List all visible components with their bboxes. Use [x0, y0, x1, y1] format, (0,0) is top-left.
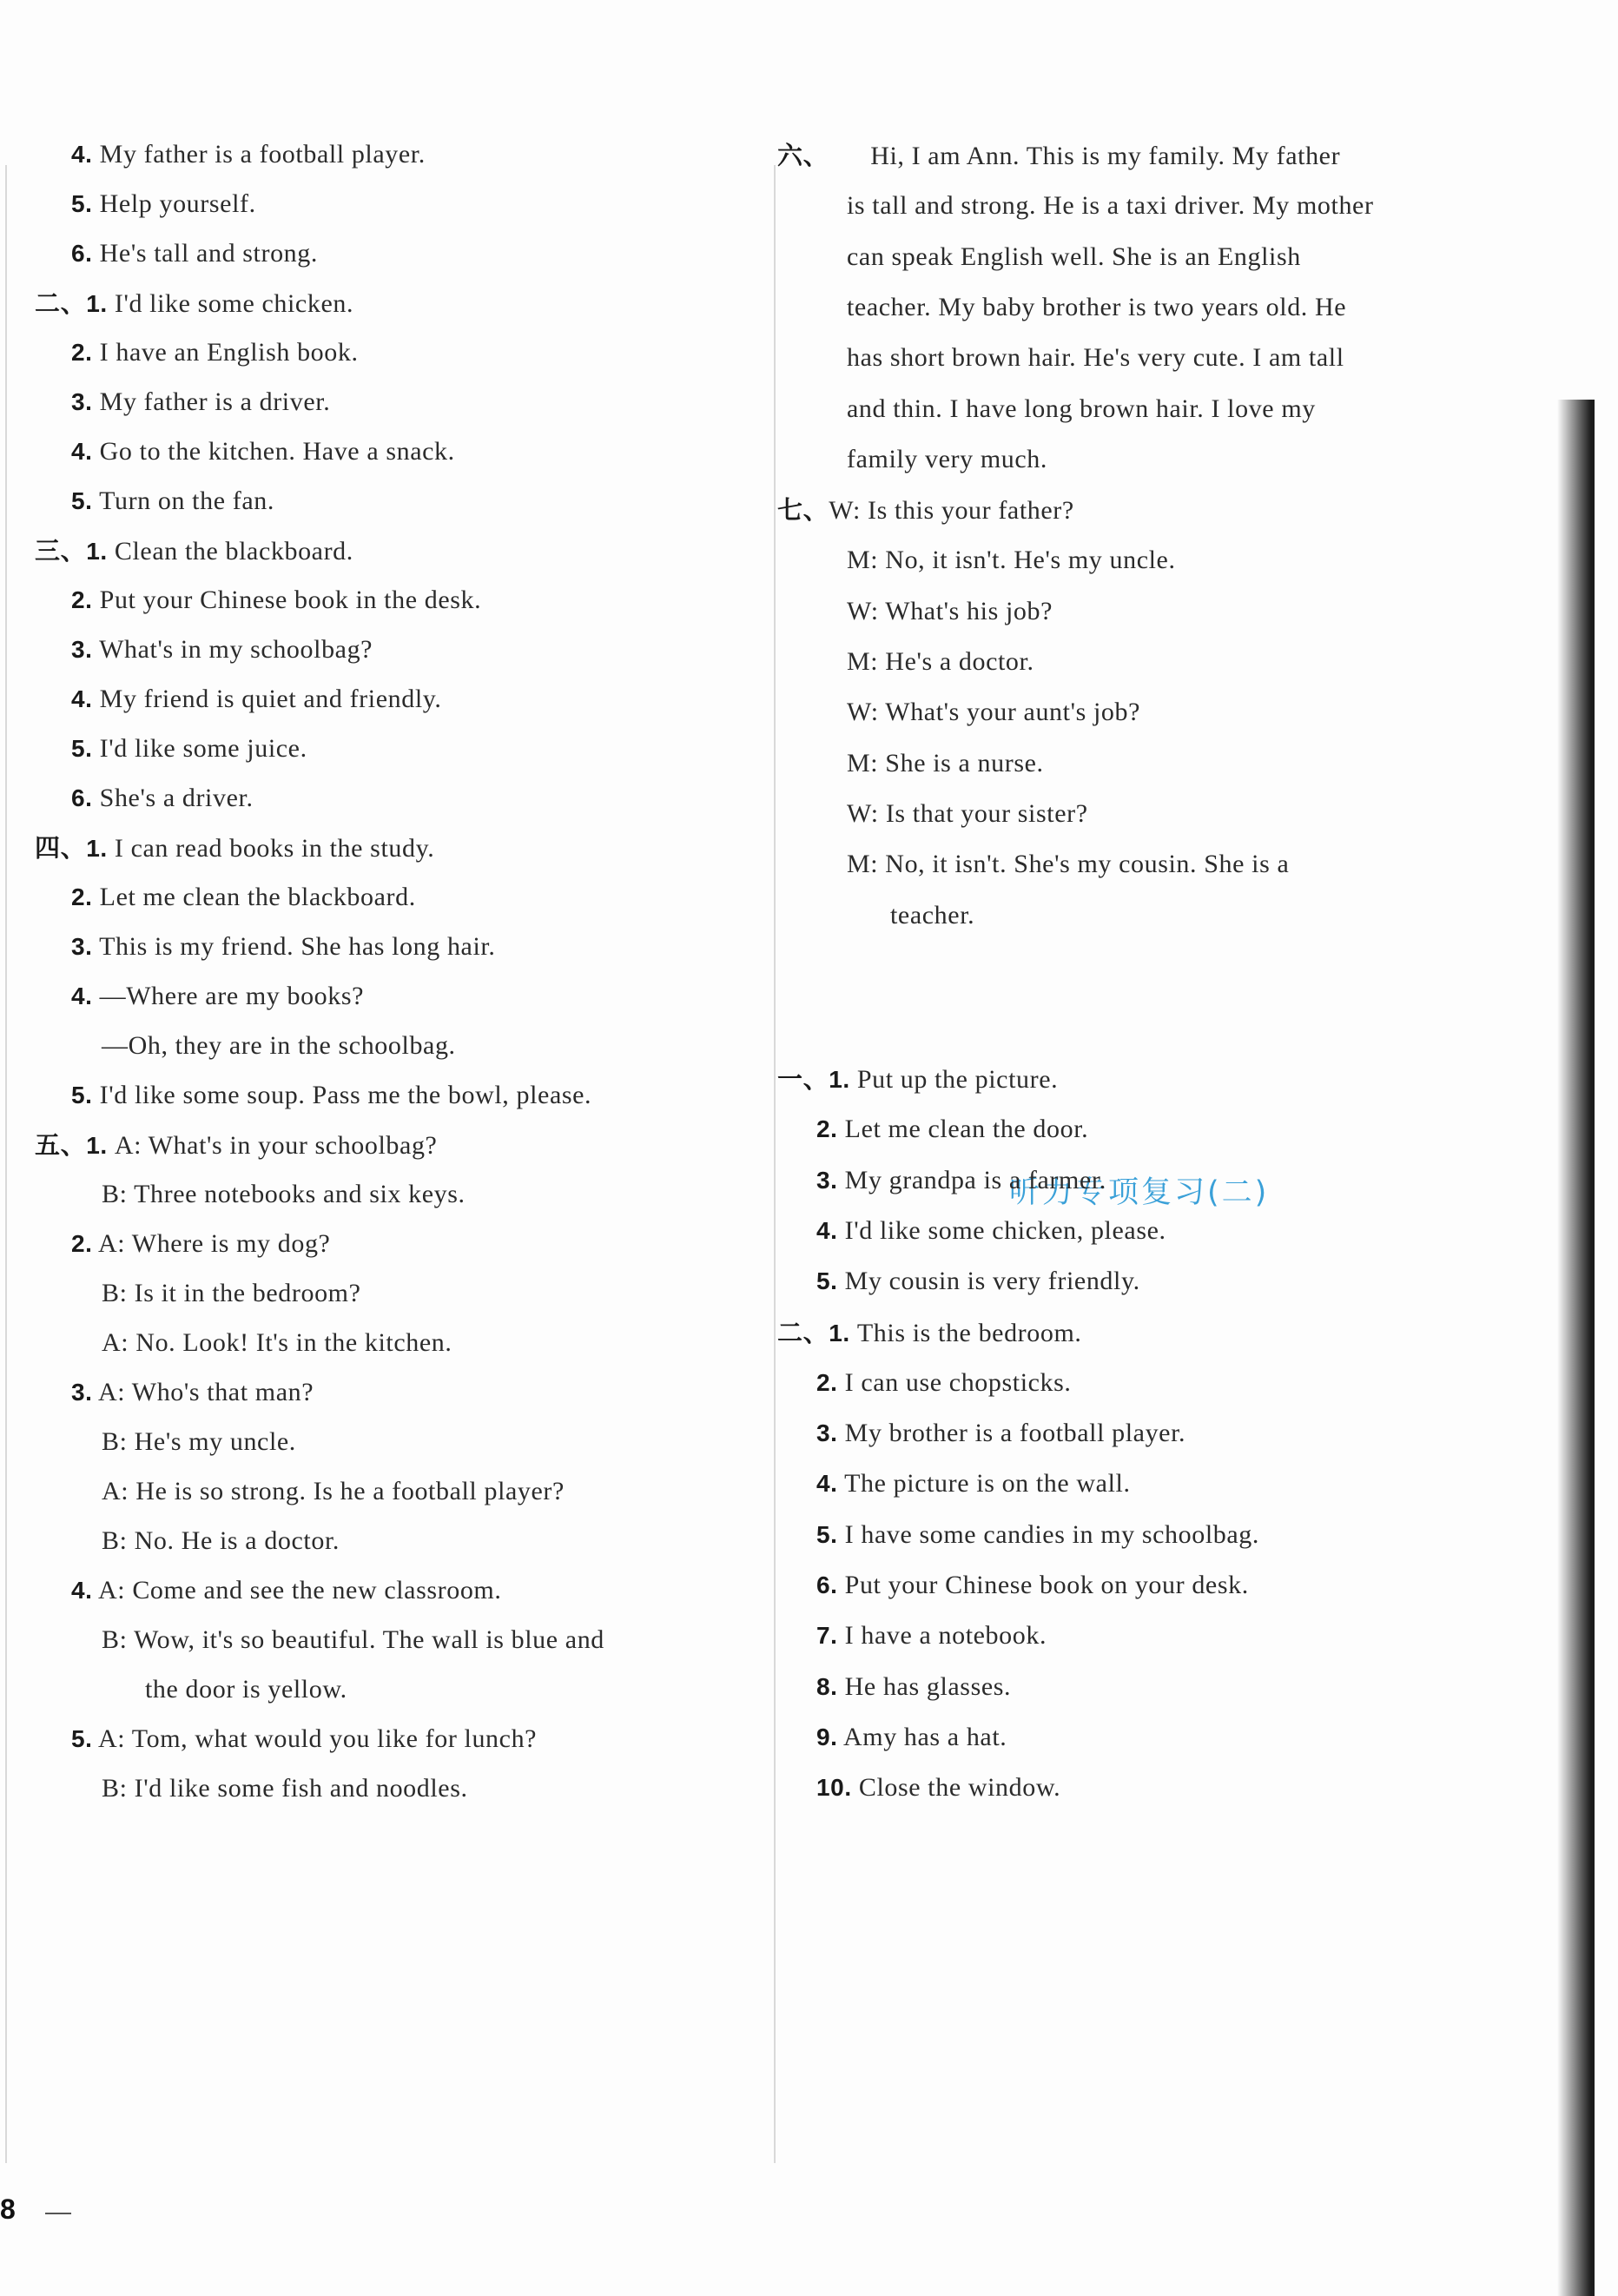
answer-text: I can read books in the study.	[114, 834, 435, 863]
answer-text: W: Is that your sister?	[847, 798, 1088, 828]
item-number: 4.	[71, 1577, 93, 1604]
answer-text: W: What's his job?	[847, 596, 1053, 625]
item-number: 10.	[816, 1774, 852, 1802]
item-number: 3.	[816, 1166, 838, 1194]
answer-line	[102, 1514, 340, 1568]
answer-line	[816, 1102, 1088, 1156]
answer-line	[847, 837, 1290, 891]
answer-text: My father is a football player.	[99, 140, 426, 169]
answer-line	[890, 889, 974, 943]
answer-line	[816, 1154, 1106, 1208]
item-number: 8.	[816, 1672, 838, 1700]
answer-line	[847, 533, 1176, 587]
section-number: 三、	[35, 536, 87, 566]
item-number: 5.	[71, 735, 93, 762]
answer-line	[847, 635, 1034, 689]
answer-line	[71, 177, 256, 231]
answer-text: B: Is it in the bedroom?	[102, 1279, 361, 1307]
answer-line	[102, 1267, 361, 1320]
answer-text: B: He's my uncle.	[102, 1427, 296, 1456]
answer-line	[71, 128, 426, 182]
answer-text: I can use chopsticks.	[844, 1367, 1072, 1397]
answer-line	[71, 375, 330, 429]
answer-text: Let me clean the blackboard.	[99, 883, 416, 911]
answer-text: B: I'd like some fish and noodles.	[102, 1774, 468, 1803]
item-number: 5.	[816, 1520, 838, 1548]
item-number: 5.	[71, 1725, 93, 1752]
answer-line	[816, 1508, 1259, 1562]
answer-text: My grandpa is a farmer.	[844, 1165, 1106, 1194]
answer-text: —Oh, they are in the schoolbag.	[102, 1031, 456, 1060]
answer-line	[847, 281, 1347, 334]
answer-text: I have some candies in my schoolbag.	[844, 1519, 1259, 1549]
answer-line	[102, 1316, 452, 1370]
item-number: 2.	[71, 1230, 93, 1257]
answer-text: Let me clean the door.	[844, 1115, 1089, 1144]
answer-text: B: No. He is a doctor.	[102, 1526, 340, 1555]
section-number: 一、	[777, 1064, 829, 1094]
answer-text: can speak English well. She is an English	[847, 242, 1301, 271]
answer-line	[71, 425, 455, 479]
item-number: 6.	[816, 1571, 838, 1598]
section-number: 二、	[777, 1317, 829, 1347]
answer-line	[71, 672, 442, 726]
answer-line	[71, 573, 481, 627]
answer-line	[71, 1564, 501, 1618]
answer-line	[71, 771, 254, 825]
left-margin-rule	[5, 165, 7, 2163]
answer-text: I have an English book.	[99, 338, 359, 367]
answer-line	[816, 1761, 1060, 1815]
item-number: 2.	[816, 1115, 838, 1143]
answer-line	[71, 870, 416, 924]
answer-line	[816, 1710, 1007, 1764]
answer-text: the door is yellow.	[145, 1675, 347, 1704]
answer-line	[777, 483, 1074, 537]
answer-text: Put your Chinese book in the desk.	[99, 586, 482, 614]
answer-text: What's in my schoolbag?	[99, 635, 373, 664]
answer-text: Close the window.	[858, 1773, 1061, 1803]
item-number: 3.	[71, 933, 93, 960]
answer-text: My brother is a football player.	[844, 1419, 1186, 1448]
answer-line	[847, 787, 1088, 841]
answer-text: She's a driver.	[99, 784, 254, 812]
answer-text: He's tall and strong.	[99, 239, 318, 268]
answer-line	[35, 276, 353, 330]
answer-text: Put up the picture.	[856, 1065, 1059, 1094]
answer-text: I have a notebook.	[844, 1621, 1047, 1651]
answer-line	[847, 382, 1316, 436]
answer-text: Go to the kitchen. Have a snack.	[99, 437, 455, 466]
item-number: 2.	[71, 586, 93, 613]
answer-line	[71, 722, 307, 776]
item-number: 1.	[829, 1066, 850, 1093]
section-number: 二、	[35, 288, 87, 318]
page-number: 8	[0, 2193, 16, 2225]
answer-line	[102, 1168, 466, 1221]
answer-text: and thin. I have long brown hair. I love my	[847, 394, 1316, 423]
answer-text: teacher. My baby brother is two years old. He	[847, 292, 1347, 321]
answer-line	[35, 821, 434, 875]
answer-text: A: What's in your schoolbag?	[114, 1131, 438, 1160]
item-number: 1.	[86, 538, 108, 565]
section-number: 六、	[777, 141, 829, 170]
answer-line	[71, 1217, 330, 1271]
answer-text: Clean the blackboard.	[114, 537, 353, 566]
answer-text: teacher.	[890, 900, 975, 930]
answer-line	[71, 969, 364, 1023]
answer-text: A: Where is my dog?	[98, 1229, 331, 1258]
item-number: 2.	[71, 883, 93, 910]
answer-text: B: Wow, it's so beautiful. The wall is blue and	[102, 1625, 604, 1654]
section-title: 听力专项复习(二)	[1009, 1175, 1270, 1210]
answer-line	[35, 1118, 437, 1172]
item-number: 3.	[71, 388, 93, 415]
answer-text: M: He's a doctor.	[847, 647, 1034, 676]
answer-line	[816, 1609, 1047, 1663]
answer-text: Amy has a hat.	[843, 1722, 1007, 1751]
item-number: 5.	[71, 1082, 93, 1108]
answer-text: I'd like some juice.	[99, 734, 307, 763]
answer-text: —Where are my books?	[99, 982, 365, 1010]
answer-line	[816, 1457, 1131, 1511]
answer-text: Put your Chinese book on your desk.	[844, 1571, 1249, 1599]
answer-line	[71, 227, 318, 281]
answer-text: B: Three notebooks and six keys.	[102, 1180, 466, 1208]
item-number: 1.	[86, 290, 108, 317]
answer-text: is tall and strong. He is a taxi driver. My mother	[847, 191, 1374, 221]
item-number: 5.	[71, 190, 93, 217]
answer-text: I'd like some soup. Pass me the bowl, please.	[99, 1081, 592, 1109]
answer-line	[71, 1069, 591, 1122]
answer-text: A: Who's that man?	[98, 1378, 314, 1406]
answer-text: Help yourself.	[99, 189, 256, 218]
answer-text: The picture is on the wall.	[844, 1469, 1131, 1499]
answer-line	[816, 1204, 1166, 1258]
answer-line	[71, 1712, 537, 1766]
answer-text: This is my friend. She has long hair.	[99, 932, 496, 961]
item-number: 5.	[816, 1267, 838, 1295]
answer-line	[102, 1762, 468, 1816]
answer-text: My friend is quiet and friendly.	[99, 685, 442, 713]
answer-text: This is the bedroom.	[856, 1318, 1082, 1347]
answer-line	[816, 1254, 1140, 1308]
answer-line	[847, 331, 1344, 385]
page-number-dash	[45, 2213, 71, 2214]
answer-line	[35, 524, 353, 578]
answer-line	[145, 1663, 347, 1717]
answer-text: family very much.	[847, 444, 1047, 473]
answer-text: A: Come and see the new classroom.	[98, 1576, 502, 1605]
answer-text: M: No, it isn't. He's my uncle.	[847, 546, 1176, 575]
item-number: 6.	[71, 240, 93, 267]
item-number: 6.	[71, 784, 93, 811]
item-number: 4.	[71, 685, 93, 712]
answer-line	[102, 1019, 456, 1073]
answer-line	[102, 1465, 565, 1519]
answer-text: W: What's your aunt's job?	[847, 698, 1141, 727]
item-number: 5.	[71, 487, 93, 514]
answer-text: has short brown hair. He's very cute. I am tall	[847, 343, 1344, 373]
item-number: 9.	[816, 1723, 838, 1750]
answer-text: A: Tom, what would you like for lunch?	[98, 1724, 538, 1753]
answer-line	[777, 129, 1341, 182]
item-number: 3.	[71, 636, 93, 663]
answer-text: A: He is so strong. Is he a football player?	[102, 1477, 565, 1505]
answer-text: Turn on the fan.	[99, 486, 274, 515]
item-number: 1.	[829, 1319, 850, 1347]
item-number: 4.	[71, 141, 93, 168]
answer-text: M: She is a nurse.	[847, 748, 1044, 777]
answer-line	[71, 1366, 314, 1419]
answer-text: M: No, it isn't. She's my cousin. She is a	[847, 850, 1290, 879]
answer-line	[816, 1406, 1185, 1460]
answer-line	[777, 1052, 1058, 1106]
item-number: 4.	[71, 438, 93, 465]
section-number: 五、	[35, 1130, 87, 1160]
answer-line	[847, 737, 1044, 791]
item-number: 2.	[71, 339, 93, 366]
answer-line	[71, 920, 495, 974]
column-divider	[774, 165, 776, 2163]
answer-line	[847, 179, 1374, 233]
answer-line	[847, 433, 1047, 486]
answer-line	[816, 1558, 1249, 1612]
answer-line	[847, 230, 1301, 284]
answer-line	[71, 623, 373, 677]
answer-line	[71, 474, 274, 528]
answer-text: I'd like some chicken.	[114, 289, 354, 318]
item-number: 4.	[816, 1216, 838, 1244]
answer-line	[777, 1306, 1082, 1360]
answer-text: My cousin is very friendly.	[844, 1267, 1140, 1296]
answer-text: I'd like some chicken, please.	[844, 1215, 1166, 1245]
answer-line	[102, 1415, 296, 1469]
answer-line	[816, 1660, 1011, 1714]
answer-line	[847, 685, 1140, 739]
section-number: 七、	[777, 495, 829, 526]
item-number: 2.	[816, 1368, 838, 1396]
answer-line	[71, 326, 359, 380]
answer-text: A: No. Look! It's in the kitchen.	[102, 1328, 452, 1357]
answer-line	[847, 585, 1053, 639]
item-number: 1.	[86, 835, 108, 862]
item-number: 7.	[816, 1622, 838, 1650]
page-margin	[1595, 0, 1618, 2296]
answer-text: He has glasses.	[844, 1671, 1012, 1701]
item-number: 3.	[816, 1419, 838, 1447]
answer-text: Hi, I am Ann. This is my family. My father	[870, 142, 1341, 170]
answer-line	[816, 1356, 1072, 1410]
answer-text: W: Is this your father?	[829, 496, 1074, 526]
item-number: 1.	[86, 1132, 108, 1159]
answer-text: My father is a driver.	[99, 387, 331, 416]
item-number: 3.	[71, 1379, 93, 1406]
item-number: 4.	[816, 1470, 838, 1498]
answer-line	[102, 1613, 604, 1667]
item-number: 4.	[71, 983, 93, 1009]
section-number: 四、	[35, 833, 87, 863]
